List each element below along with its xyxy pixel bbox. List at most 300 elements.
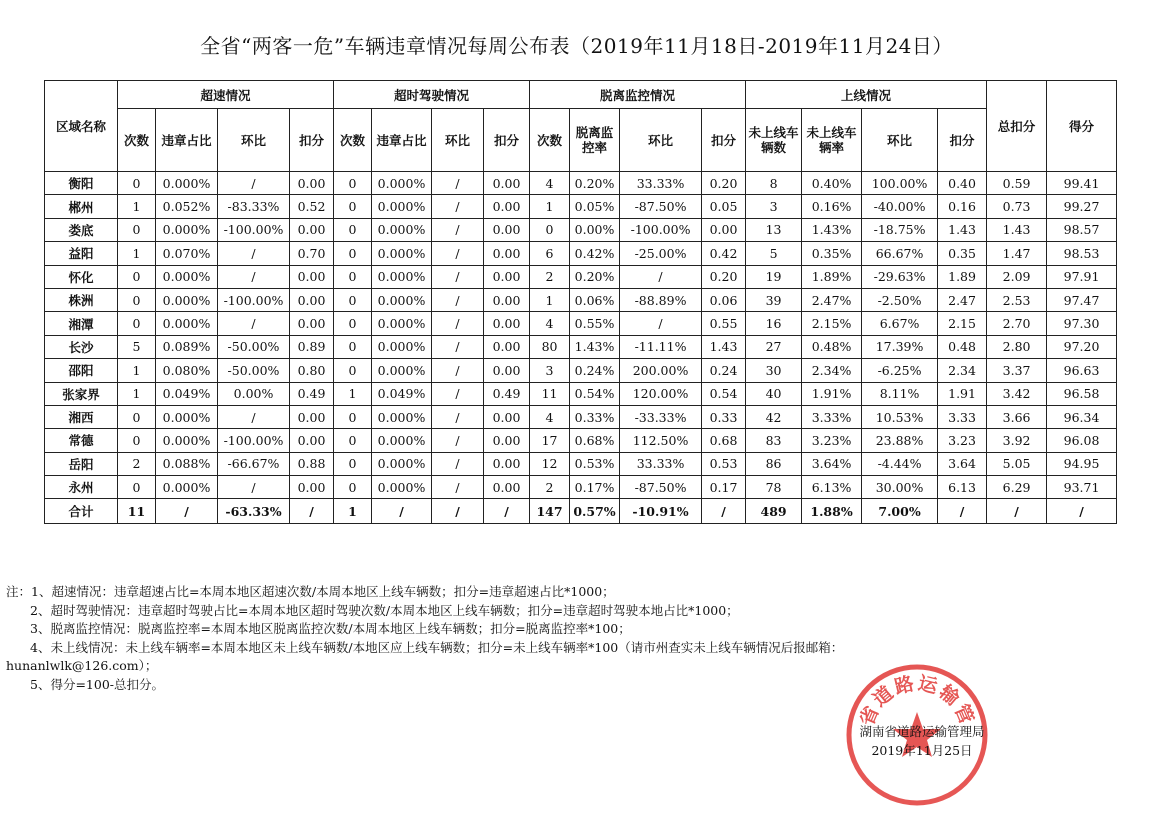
table-cell: / xyxy=(620,312,702,335)
table-cell: 1.89 xyxy=(938,265,987,288)
table-cell: 0.00 xyxy=(484,429,530,452)
area-name-cell: 岳阳 xyxy=(45,452,118,475)
area-name-cell: 郴州 xyxy=(45,195,118,218)
table-cell: 0.00% xyxy=(570,218,620,241)
table-cell: 3.23% xyxy=(802,429,862,452)
total-cell: / xyxy=(484,499,530,524)
table-cell: -2.50% xyxy=(862,288,938,311)
note-3: 3、脱离监控情况：脱离监控率=本周本地区脱离监控次数/本周本地区上线车辆数；扣分=脱离监控率*100； xyxy=(30,621,631,636)
table-cell: 0 xyxy=(334,429,372,452)
table-cell: 0.54 xyxy=(702,382,746,405)
table-cell: 1 xyxy=(118,382,156,405)
table-cell: 0.80 xyxy=(290,359,334,382)
table-cell: 0 xyxy=(118,265,156,288)
table-cell: 99.41 xyxy=(1047,172,1117,195)
table-cell: / xyxy=(432,218,484,241)
table-cell: 0.89 xyxy=(290,335,334,358)
table-cell: 0.00 xyxy=(290,288,334,311)
header-offline-deduct: 扣分 xyxy=(702,109,746,172)
table-cell: 0.00 xyxy=(484,172,530,195)
note-4: 4、未上线情况：未上线车辆率=本周本地区未上线车辆数/本地区应上线车辆数；扣分=未上线车辆率*100（请市州查实未上线车辆情况后报邮箱： xyxy=(30,639,844,655)
table-cell: 0.000% xyxy=(372,195,432,218)
table-cell: -87.50% xyxy=(620,195,702,218)
total-cell: / xyxy=(702,499,746,524)
total-cell: 1 xyxy=(334,499,372,524)
table-cell: 98.57 xyxy=(1047,218,1117,241)
header-online-missing-rate: 未上线车辆率 xyxy=(802,109,862,172)
table-cell: 3.64 xyxy=(938,452,987,475)
table-cell: 0.000% xyxy=(372,172,432,195)
table-cell: 0.17% xyxy=(570,476,620,499)
total-cell: -63.33% xyxy=(218,499,290,524)
table-cell: 2.15 xyxy=(938,312,987,335)
total-cell: 489 xyxy=(746,499,802,524)
table-row xyxy=(45,452,1117,475)
table-cell: 0.73 xyxy=(987,195,1047,218)
table-cell: 0.06 xyxy=(702,288,746,311)
table-cell: 4 xyxy=(530,172,570,195)
table-cell: 5 xyxy=(118,335,156,358)
table-cell: 23.88% xyxy=(862,429,938,452)
table-cell: 3.23 xyxy=(938,429,987,452)
table-cell: 39 xyxy=(746,288,802,311)
note-4-email: hunanlwlk@126.com）； xyxy=(6,658,158,673)
table-cell: 4 xyxy=(530,405,570,428)
table-row xyxy=(45,172,1117,195)
table-cell: 200.00% xyxy=(620,359,702,382)
total-cell: / xyxy=(1047,499,1117,524)
total-cell: 147 xyxy=(530,499,570,524)
table-cell: 2 xyxy=(530,265,570,288)
header-group-speed: 超速情况 xyxy=(118,81,334,109)
table-cell: 112.50% xyxy=(620,429,702,452)
table-cell: 0.00 xyxy=(290,172,334,195)
table-cell: 0 xyxy=(118,476,156,499)
area-name-cell: 衡阳 xyxy=(45,172,118,195)
table-row xyxy=(45,359,1117,382)
table-cell: 0.05 xyxy=(702,195,746,218)
total-cell: / xyxy=(156,499,218,524)
table-cell: 0.42 xyxy=(702,242,746,265)
table-cell: 0 xyxy=(334,335,372,358)
table-row xyxy=(45,476,1117,499)
table-cell: 0.000% xyxy=(372,265,432,288)
table-cell: 0 xyxy=(530,218,570,241)
table-cell: 1.91% xyxy=(802,382,862,405)
table-cell: -40.00% xyxy=(862,195,938,218)
issuer-block xyxy=(842,722,1002,760)
table-cell: / xyxy=(620,265,702,288)
area-name-cell: 湘潭 xyxy=(45,312,118,335)
table-cell: -4.44% xyxy=(862,452,938,475)
table-cell: 4 xyxy=(530,312,570,335)
table-cell: 0 xyxy=(334,218,372,241)
table-cell: 0.88 xyxy=(290,452,334,475)
table-cell: -83.33% xyxy=(218,195,290,218)
table-cell: 0.68 xyxy=(702,429,746,452)
table-cell: / xyxy=(218,312,290,335)
total-label-cell: 合计 xyxy=(45,499,118,524)
table-cell: 0.070% xyxy=(156,242,218,265)
table-cell: 0.20% xyxy=(570,172,620,195)
table-row xyxy=(45,195,1117,218)
table-cell: 0.52 xyxy=(290,195,334,218)
table-cell: 0.33 xyxy=(702,405,746,428)
header-total-deduct: 总扣分 xyxy=(987,81,1047,172)
table-cell: -29.63% xyxy=(862,265,938,288)
table-cell: -100.00% xyxy=(218,288,290,311)
header-group-offline: 脱离监控情况 xyxy=(530,81,746,109)
table-cell: 0.54% xyxy=(570,382,620,405)
table-cell: 1 xyxy=(530,195,570,218)
table-cell: 27 xyxy=(746,335,802,358)
table-cell: 0.20% xyxy=(570,265,620,288)
table-cell: 0.000% xyxy=(372,476,432,499)
table-cell: 0.00 xyxy=(484,312,530,335)
header-score: 得分 xyxy=(1047,81,1117,172)
table-cell: 1 xyxy=(118,359,156,382)
table-cell: 13 xyxy=(746,218,802,241)
table-cell: 8 xyxy=(746,172,802,195)
total-cell: 0.57% xyxy=(570,499,620,524)
table-cell: 2.09 xyxy=(987,265,1047,288)
table-cell: 12 xyxy=(530,452,570,475)
table-cell: 100.00% xyxy=(862,172,938,195)
header-overtime-deduct: 扣分 xyxy=(484,109,530,172)
table-cell: 0 xyxy=(334,288,372,311)
table-cell: 3.66 xyxy=(987,405,1047,428)
table-cell: 42 xyxy=(746,405,802,428)
table-cell: 78 xyxy=(746,476,802,499)
table-cell: / xyxy=(432,172,484,195)
table-row xyxy=(45,429,1117,452)
table-cell: 97.91 xyxy=(1047,265,1117,288)
table-cell: 0 xyxy=(334,452,372,475)
header-speed-ratio: 违章占比 xyxy=(156,109,218,172)
table-cell: 1.89% xyxy=(802,265,862,288)
area-name-cell: 常德 xyxy=(45,429,118,452)
table-cell: 3.92 xyxy=(987,429,1047,452)
table-cell: / xyxy=(432,242,484,265)
table-cell: 1.43 xyxy=(987,218,1047,241)
table-cell: 97.47 xyxy=(1047,288,1117,311)
table-cell: 0.000% xyxy=(156,312,218,335)
table-cell: 0.20 xyxy=(702,172,746,195)
table-cell: 97.20 xyxy=(1047,335,1117,358)
header-overtime-count: 次数 xyxy=(334,109,372,172)
table-cell: 0.000% xyxy=(156,172,218,195)
table-cell: 0 xyxy=(334,312,372,335)
table-cell: 33.33% xyxy=(620,452,702,475)
area-name-cell: 益阳 xyxy=(45,242,118,265)
table-cell: 0 xyxy=(118,218,156,241)
table-cell: / xyxy=(432,429,484,452)
table-cell: / xyxy=(218,476,290,499)
table-cell: 3.33 xyxy=(938,405,987,428)
table-cell: 0.40 xyxy=(938,172,987,195)
total-cell: 1.88% xyxy=(802,499,862,524)
total-cell: 11 xyxy=(118,499,156,524)
table-cell: 0 xyxy=(334,195,372,218)
table-cell: 0.000% xyxy=(372,242,432,265)
table-body xyxy=(45,172,1117,499)
table-cell: / xyxy=(218,405,290,428)
area-name-cell: 株洲 xyxy=(45,288,118,311)
table-cell: 0.53% xyxy=(570,452,620,475)
table-cell: 3 xyxy=(530,359,570,382)
table-cell: 2.47% xyxy=(802,288,862,311)
table-cell: -100.00% xyxy=(218,429,290,452)
table-cell: 3.64% xyxy=(802,452,862,475)
table-cell: 0 xyxy=(334,265,372,288)
table-cell: 0.00 xyxy=(702,218,746,241)
table-cell: 0.59 xyxy=(987,172,1047,195)
table-cell: 0.33% xyxy=(570,405,620,428)
table-cell: 1.43% xyxy=(570,335,620,358)
total-cell: 7.00% xyxy=(862,499,938,524)
table-cell: 17 xyxy=(530,429,570,452)
table-row xyxy=(45,265,1117,288)
table-cell: 0.00% xyxy=(218,382,290,405)
area-name-cell: 张家界 xyxy=(45,382,118,405)
table-cell: / xyxy=(218,242,290,265)
table-cell: 0.000% xyxy=(156,288,218,311)
area-name-cell: 永州 xyxy=(45,476,118,499)
table-cell: 96.63 xyxy=(1047,359,1117,382)
table-cell: 2 xyxy=(530,476,570,499)
table-cell: 0.00 xyxy=(484,452,530,475)
table-cell: 86 xyxy=(746,452,802,475)
table-cell: 0.000% xyxy=(156,405,218,428)
header-area: 区域名称 xyxy=(45,81,118,172)
table-cell: 0.00 xyxy=(290,218,334,241)
table-cell: / xyxy=(432,476,484,499)
table-row xyxy=(45,335,1117,358)
table-cell: 1.43 xyxy=(938,218,987,241)
table-cell: 66.67% xyxy=(862,242,938,265)
table-cell: 0.35% xyxy=(802,242,862,265)
table-cell: 2.53 xyxy=(987,288,1047,311)
table-cell: 97.30 xyxy=(1047,312,1117,335)
header-speed-deduct: 扣分 xyxy=(290,109,334,172)
table-cell: 0.70 xyxy=(290,242,334,265)
table-cell: 0.16% xyxy=(802,195,862,218)
note-2: 2、超时驾驶情况：违章超时驾驶占比=本周本地区超时驾驶次数/本周本地区上线车辆数；扣分=违章超时驾驶本地占比*1000； xyxy=(30,602,739,618)
table-cell: 93.71 xyxy=(1047,476,1117,499)
table-cell: 3 xyxy=(746,195,802,218)
table-cell: 0.00 xyxy=(484,476,530,499)
table-cell: 8.11% xyxy=(862,382,938,405)
table-row xyxy=(45,242,1117,265)
table-cell: 2.34 xyxy=(938,359,987,382)
table-cell: 1.47 xyxy=(987,242,1047,265)
table-row xyxy=(45,288,1117,311)
table-cell: 0.00 xyxy=(290,312,334,335)
table-cell: / xyxy=(432,452,484,475)
table-cell: 3.37 xyxy=(987,359,1047,382)
total-cell: -10.91% xyxy=(620,499,702,524)
table-cell: 0.049% xyxy=(156,382,218,405)
header-online-mom: 环比 xyxy=(862,109,938,172)
table-cell: 3.42 xyxy=(987,382,1047,405)
table-cell: 17.39% xyxy=(862,335,938,358)
table-cell: -100.00% xyxy=(620,218,702,241)
table-cell: -50.00% xyxy=(218,359,290,382)
table-cell: 0.49 xyxy=(290,382,334,405)
table-cell: 2.47 xyxy=(938,288,987,311)
table-cell: 0.17 xyxy=(702,476,746,499)
table-cell: 0.00 xyxy=(484,335,530,358)
table-cell: 1 xyxy=(530,288,570,311)
table-cell: 94.95 xyxy=(1047,452,1117,475)
table-cell: / xyxy=(432,288,484,311)
table-cell: 16 xyxy=(746,312,802,335)
violation-table xyxy=(44,80,1117,524)
table-cell: 0.088% xyxy=(156,452,218,475)
table-cell: 1 xyxy=(334,382,372,405)
table-cell: 0.00 xyxy=(290,429,334,452)
table-cell: 0.00 xyxy=(484,359,530,382)
table-cell: 1.43 xyxy=(702,335,746,358)
table-cell: 96.34 xyxy=(1047,405,1117,428)
table-cell: 0 xyxy=(118,312,156,335)
header-overtime-mom: 环比 xyxy=(432,109,484,172)
table-cell: 0.35 xyxy=(938,242,987,265)
table-cell: 0.052% xyxy=(156,195,218,218)
table-cell: 0.049% xyxy=(372,382,432,405)
table-cell: 0.05% xyxy=(570,195,620,218)
table-cell: 6 xyxy=(530,242,570,265)
table-cell: 0.000% xyxy=(372,405,432,428)
issuer-name: 湖南省道路运输管理局 xyxy=(859,724,985,739)
table-cell: 0.06% xyxy=(570,288,620,311)
table-cell: 2.80 xyxy=(987,335,1047,358)
page-title: 全省“两客一危”车辆违章情况每周公布表（2019年11月18日-2019年11月24日） xyxy=(200,34,953,58)
table-cell: 0 xyxy=(334,476,372,499)
table-cell: 0.42% xyxy=(570,242,620,265)
table-cell: 0.089% xyxy=(156,335,218,358)
area-name-cell: 长沙 xyxy=(45,335,118,358)
table-cell: 96.08 xyxy=(1047,429,1117,452)
table-row xyxy=(45,382,1117,405)
table-cell: 40 xyxy=(746,382,802,405)
table-cell: 1.91 xyxy=(938,382,987,405)
table-cell: 0.00 xyxy=(484,288,530,311)
table-cell: 0.48% xyxy=(802,335,862,358)
table-cell: 2 xyxy=(118,452,156,475)
table-cell: 0.000% xyxy=(156,429,218,452)
table-cell: 96.58 xyxy=(1047,382,1117,405)
table-cell: 0.00 xyxy=(290,476,334,499)
table-cell: / xyxy=(218,172,290,195)
table-cell: 120.00% xyxy=(620,382,702,405)
table-cell: 98.53 xyxy=(1047,242,1117,265)
table-cell: -100.00% xyxy=(218,218,290,241)
header-offline-mom: 环比 xyxy=(620,109,702,172)
total-cell: / xyxy=(372,499,432,524)
table-cell: 0.00 xyxy=(290,405,334,428)
table-cell: 0.55% xyxy=(570,312,620,335)
area-name-cell: 怀化 xyxy=(45,265,118,288)
table-cell: -88.89% xyxy=(620,288,702,311)
header-speed-count: 次数 xyxy=(118,109,156,172)
table-cell: 0.24% xyxy=(570,359,620,382)
table-cell: 6.13% xyxy=(802,476,862,499)
table-cell: -18.75% xyxy=(862,218,938,241)
table-cell: 0.40% xyxy=(802,172,862,195)
total-cell: / xyxy=(432,499,484,524)
table-cell: 0.000% xyxy=(372,312,432,335)
table-cell: -33.33% xyxy=(620,405,702,428)
table-cell: -11.11% xyxy=(620,335,702,358)
svg-text:湖南省道路运输管理局: 省道路运输管 xyxy=(855,672,979,730)
table-cell: 0.000% xyxy=(156,265,218,288)
table-cell: 33.33% xyxy=(620,172,702,195)
table-cell: 0.000% xyxy=(156,218,218,241)
table-cell: / xyxy=(432,195,484,218)
table-cell: / xyxy=(432,265,484,288)
table-row xyxy=(45,218,1117,241)
total-cell: / xyxy=(987,499,1047,524)
table-cell: 2.70 xyxy=(987,312,1047,335)
area-name-cell: 湘西 xyxy=(45,405,118,428)
table-cell: 0 xyxy=(334,242,372,265)
table-cell: 3.33% xyxy=(802,405,862,428)
table-cell: 0 xyxy=(334,172,372,195)
table-cell: / xyxy=(432,335,484,358)
table-cell: 0.20 xyxy=(702,265,746,288)
table-cell: / xyxy=(432,405,484,428)
table-cell: 5 xyxy=(746,242,802,265)
table-row xyxy=(45,312,1117,335)
header-online-deduct: 扣分 xyxy=(938,109,987,172)
table-cell: 0.48 xyxy=(938,335,987,358)
header-group-overtime: 超时驾驶情况 xyxy=(334,81,530,109)
table-cell: -6.25% xyxy=(862,359,938,382)
table-cell: 0.24 xyxy=(702,359,746,382)
table-cell: 0.55 xyxy=(702,312,746,335)
table-cell: 0.000% xyxy=(372,288,432,311)
table-cell: / xyxy=(218,265,290,288)
table-cell: / xyxy=(432,382,484,405)
issue-date: 2019年11月25日 xyxy=(871,743,973,758)
table-cell: 80 xyxy=(530,335,570,358)
table-cell: -66.67% xyxy=(218,452,290,475)
table-cell: 0 xyxy=(118,288,156,311)
table-cell: 2.15% xyxy=(802,312,862,335)
table-cell: / xyxy=(432,312,484,335)
table-cell: 0 xyxy=(118,172,156,195)
table-cell: 0 xyxy=(334,359,372,382)
header-offline-rate: 脱离监控率 xyxy=(570,109,620,172)
table-cell: 0.49 xyxy=(484,382,530,405)
table-cell: 0.00 xyxy=(484,405,530,428)
table-cell: 0.00 xyxy=(290,265,334,288)
header-online-missing-count: 未上线车辆数 xyxy=(746,109,802,172)
note-1: 注：1、超速情况：违章超速占比=本周本地区超速次数/本周本地区上线车辆数；扣分=违章超速占比*1000； xyxy=(6,584,615,599)
table-cell: / xyxy=(432,359,484,382)
header-offline-count: 次数 xyxy=(530,109,570,172)
table-cell: 0.00 xyxy=(484,218,530,241)
table-cell: 11 xyxy=(530,382,570,405)
table-cell: 0.53 xyxy=(702,452,746,475)
table-cell: -25.00% xyxy=(620,242,702,265)
table-cell: 0.00 xyxy=(484,242,530,265)
table-cell: 6.29 xyxy=(987,476,1047,499)
table-cell: 30.00% xyxy=(862,476,938,499)
area-name-cell: 娄底 xyxy=(45,218,118,241)
table-cell: 83 xyxy=(746,429,802,452)
